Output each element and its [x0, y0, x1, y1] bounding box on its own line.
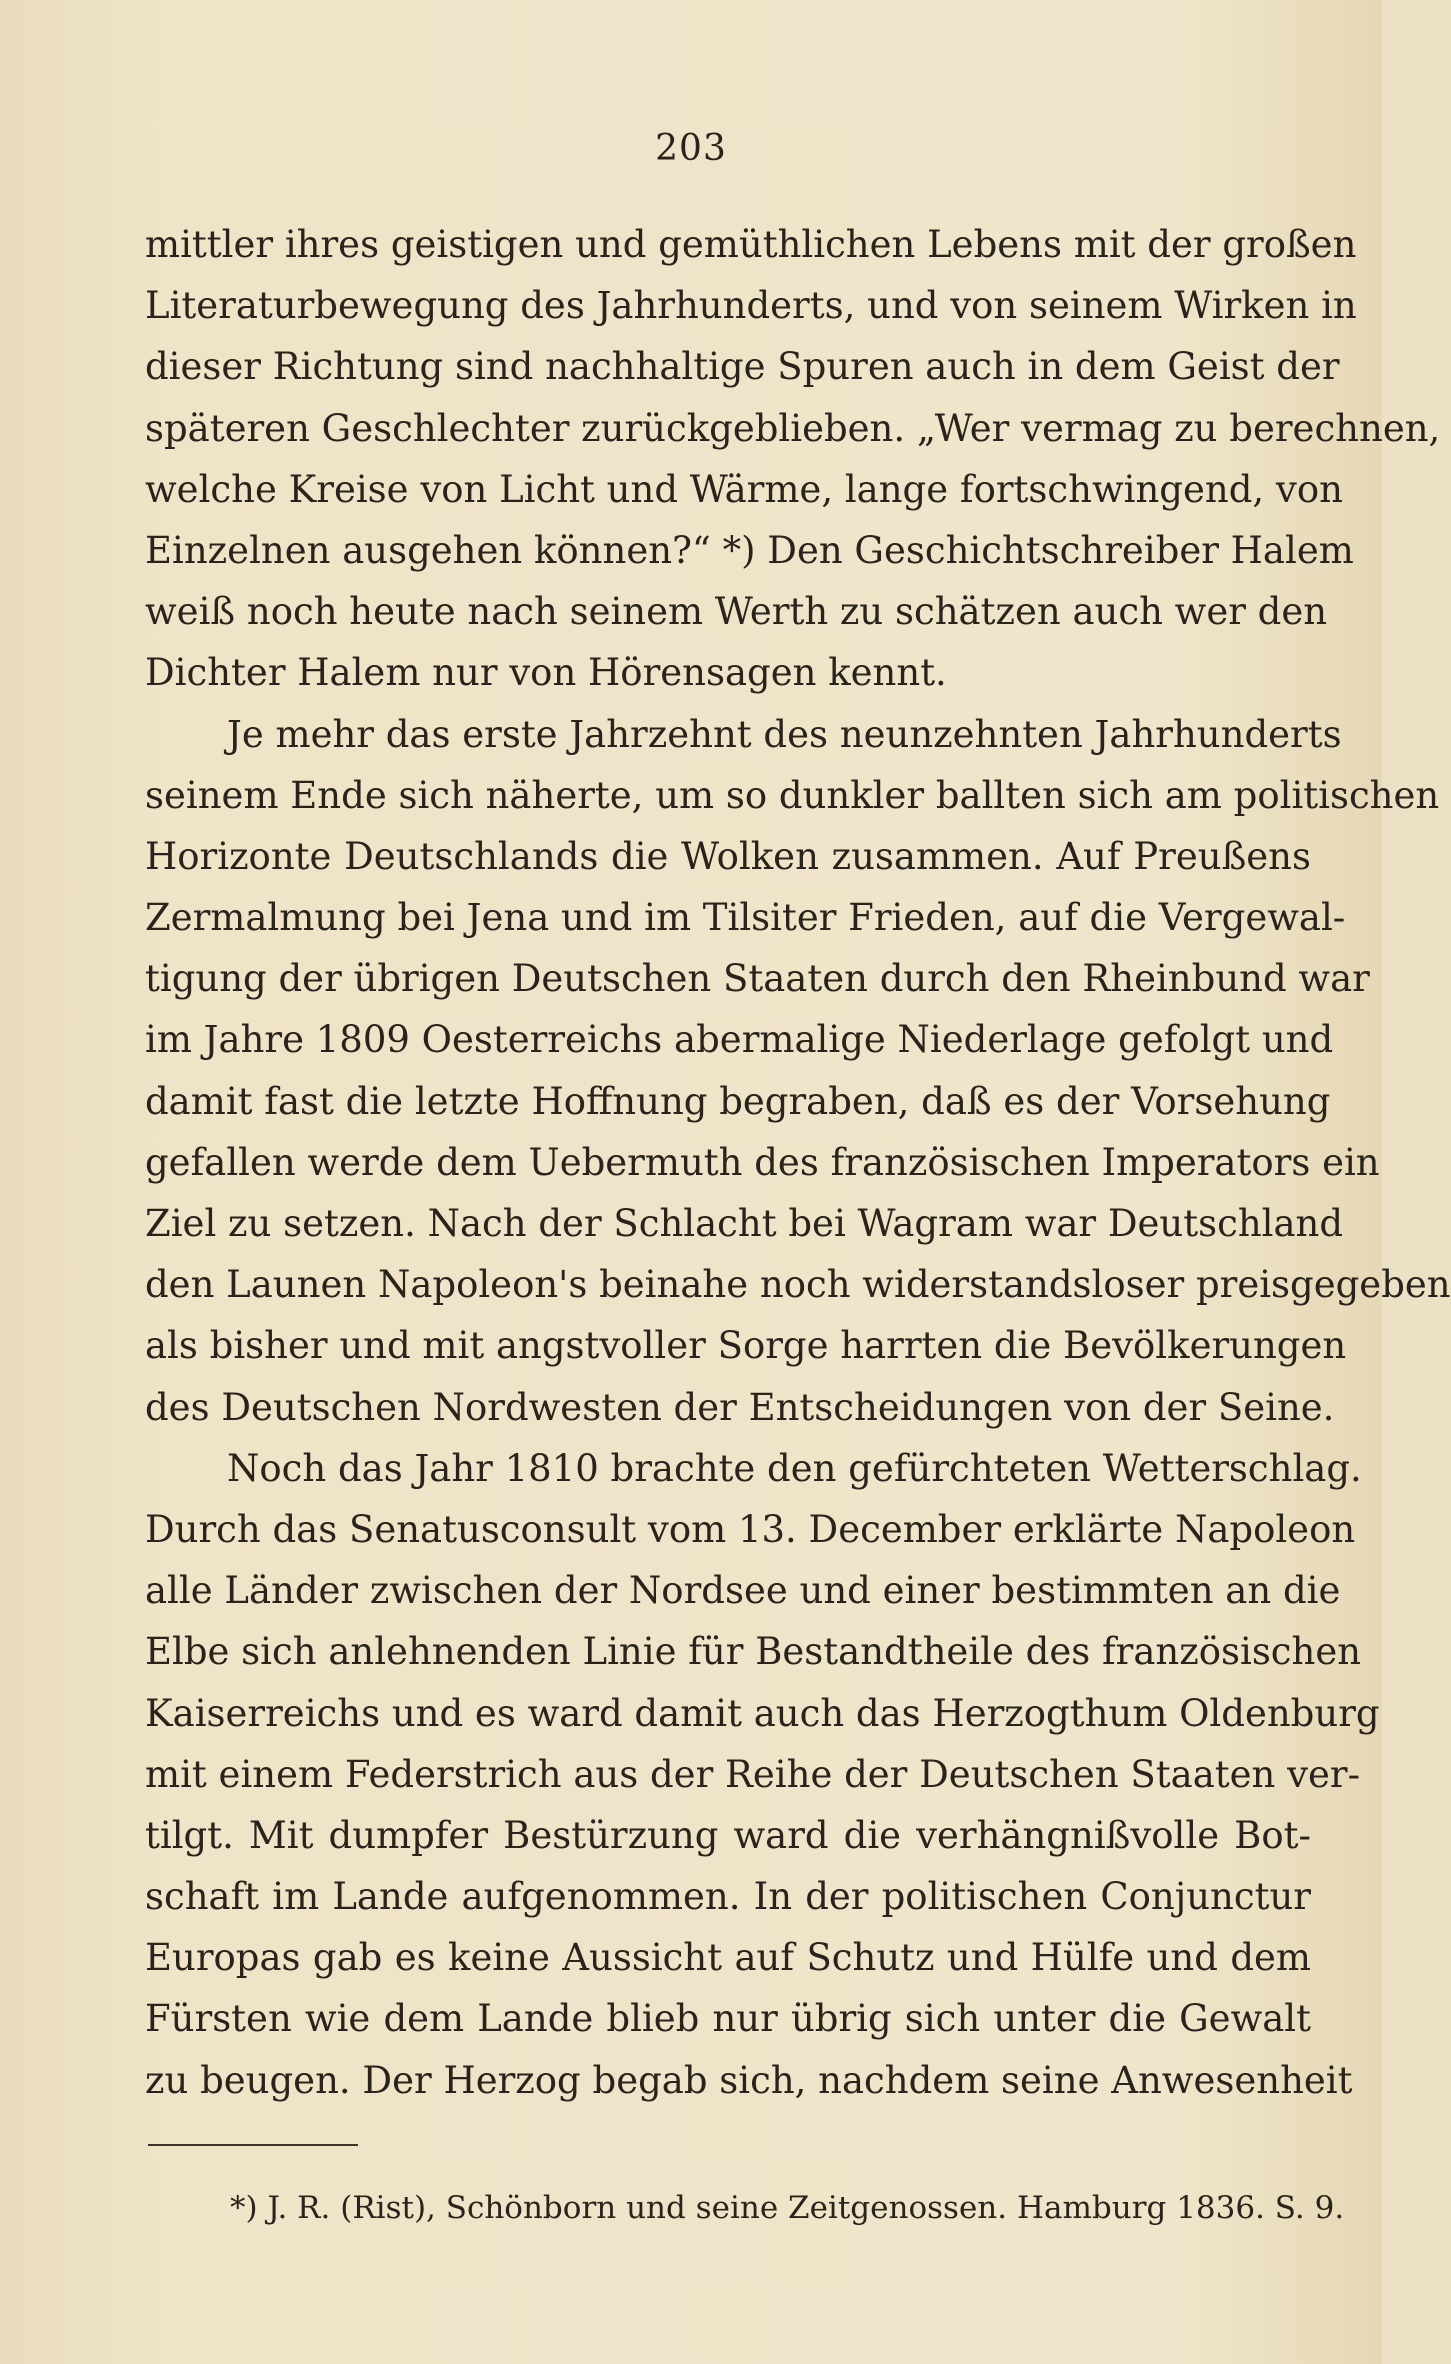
text-line: Noch das Jahr 1810 brachte den gefürchteten Wetterschlag. [227, 1446, 1362, 1490]
text-line: Horizonte Deutschlands die Wolken zusammen. Auf Preußens [145, 834, 1311, 878]
text-line: damit fast die letzte Hoffnung begraben, daß es der Vorsehung [145, 1079, 1331, 1123]
text-line: Zermalmung bei Jena und im Tilsiter Frieden, auf die Vergewal- [145, 896, 1346, 940]
page-number: 203 [655, 128, 727, 169]
footnote-divider [148, 2144, 358, 2146]
text-line: Elbe sich anlehnenden Linie für Bestandtheile des französischen [145, 1630, 1362, 1674]
body-text [145, 214, 1451, 2111]
text-line: mit einem Federstrich aus der Reihe der Deutschen Staaten ver- [145, 1752, 1361, 1796]
text-line: gefallen werde dem Uebermuth des französischen Imperators ein [145, 1140, 1380, 1184]
text-line: Literaturbewegung des Jahrhunderts, und von seinem Wirken in [145, 284, 1357, 328]
text-line: späteren Geschlechter zurückgeblieben. „Wer vermag zu berechnen, [145, 406, 1441, 450]
text-line: alle Länder zwischen der Nordsee und einer bestimmten an die [145, 1569, 1341, 1613]
text-line: des Deutschen Nordwesten der Entscheidungen von der Seine. [145, 1385, 1335, 1429]
text-line: Ziel zu setzen. Nach der Schlacht bei Wagram war Deutschland [145, 1202, 1344, 1245]
text-line: den Launen Napoleon's beinahe noch widerstandsloser preisgegeben [145, 1263, 1451, 1307]
text-line: tigung der übrigen Deutschen Staaten durch den Rheinbund war [145, 957, 1370, 1001]
text-line: schaft im Lande aufgenommen. In der politischen Conjunctur [145, 1875, 1311, 1919]
text-line: seinem Ende sich näherte, um so dunkler ballten sich am politischen [145, 773, 1440, 817]
text-line: mittler ihres geistigen und gemüthlichen Lebens mit der großen [145, 223, 1357, 266]
text-line: Fürsten wie dem Lande blieb nur übrig sich unter die Gewalt [145, 1997, 1311, 2041]
text-line: dieser Richtung sind nachhaltige Spuren auch in dem Geist der [145, 345, 1340, 389]
text-line: Kaiserreichs und es ward damit auch das Herzogthum Oldenburg [145, 1691, 1380, 1735]
text-line: Durch das Senatusconsult vom 13. December erklärte Napoleon [145, 1507, 1356, 1551]
text-line: Je mehr das erste Jahrzehnt des neunzehnten Jahrhunderts [227, 712, 1342, 756]
text-line: zu beugen. Der Herzog begab sich, nachdem seine Anwesenheit [145, 2058, 1353, 2102]
text-line: Europas gab es keine Aussicht auf Schutz und Hülfe und dem [145, 1936, 1311, 1980]
text-line: tilgt. Mit dumpfer Bestürzung ward die verhängnißvolle Bot- [145, 1813, 1311, 1857]
text-line: Dichter Halem nur von Hörensagen kennt. [145, 651, 947, 695]
footnote: *) J. R. (Rist), Schönborn und seine Zeitgenossen. Hamburg 1836. S. 9. [230, 2190, 1345, 2226]
text-line: als bisher und mit angstvoller Sorge harrten die Bevölkerungen [145, 1324, 1347, 1368]
text-line: weiß noch heute nach seinem Werth zu schätzen auch wer den [145, 590, 1328, 634]
text-line: im Jahre 1809 Oesterreichs abermalige Niederlage gefolgt und [145, 1018, 1334, 1062]
text-line: Einzelnen ausgehen können?“ *) Den Geschichtschreiber Halem [145, 528, 1354, 572]
text-line: welche Kreise von Licht und Wärme, lange fortschwingend, von [145, 467, 1343, 511]
